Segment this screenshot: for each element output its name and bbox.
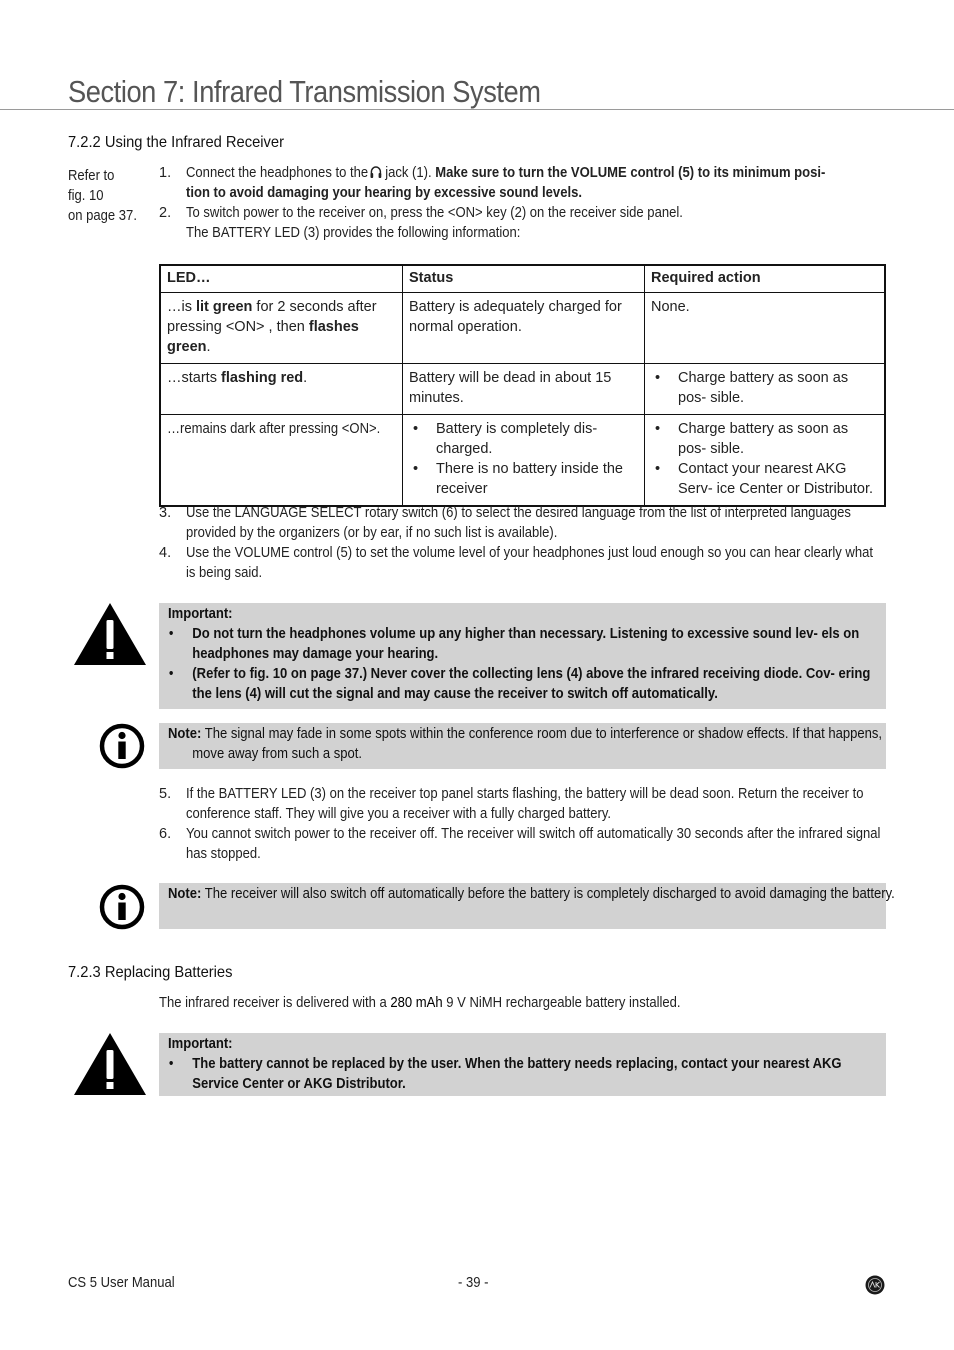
subsection-title-723: 7.2.3 Replacing Batteries	[68, 964, 233, 981]
cell-text: .	[303, 370, 308, 386]
title-rule	[0, 109, 954, 110]
table-cell-action	[645, 364, 886, 415]
akg-logo-icon	[865, 1275, 885, 1295]
subsection-title-722: 7.2.2 Using the Infrared Receiver	[68, 134, 285, 151]
note-box-2	[159, 883, 895, 929]
paragraph-text: The infrared receiver is delivered with a	[159, 995, 391, 1011]
battery-led-table	[159, 264, 886, 507]
warning-triangle-icon	[73, 1032, 147, 1096]
bullet: •	[413, 461, 419, 477]
bullet: •	[655, 461, 661, 477]
steps-list-b	[159, 503, 886, 583]
important-box-2	[159, 1033, 886, 1096]
cell-emphasis: lit green	[196, 299, 253, 315]
list-item	[159, 203, 886, 243]
list-item	[168, 1054, 876, 1094]
step-text: Connect the headphones to the	[186, 165, 369, 181]
table-header: Status	[403, 265, 645, 293]
margin-note-line: fig. 10	[68, 188, 104, 204]
note-box-1	[159, 723, 886, 769]
headphones-icon	[370, 166, 383, 178]
cell-text: .	[206, 339, 211, 355]
list-item	[409, 419, 638, 459]
table-cell-action: None.	[645, 293, 886, 364]
list-item	[651, 368, 878, 408]
note-text: The receiver will also switch off automatically before the battery is completely discharged to avoid damaging the battery.	[201, 886, 895, 902]
step-text: jack (1).	[385, 165, 432, 181]
info-circle-icon	[99, 884, 145, 930]
note-label: Note:	[168, 886, 202, 902]
bullet: •	[168, 666, 174, 682]
bullet: •	[413, 421, 419, 437]
footer-page-number: - 39 -	[458, 1275, 489, 1291]
steps-list-c	[159, 784, 886, 864]
important-text: (Refer to fig. 10 on page 37.) Never cover the collecting lens (4) above the infrared receiving diode. Cov- ering the lens (4) will cut the signal and may cause the receiver to switch off automatically.	[192, 666, 871, 702]
list-item	[159, 503, 886, 543]
cell-emphasis: flashes green	[167, 319, 359, 355]
step-number: 6.	[159, 826, 172, 842]
important-text: Do not turn the headphones volume up any higher than necessary. Listening to excessive sound lev- els on headphones may damage your hearing.	[192, 626, 860, 662]
table-cell-led	[160, 293, 403, 364]
important-text: The battery cannot be replaced by the user. When the battery needs replacing, contact your nearest AKG Service Center or AKG Distributor.	[192, 1056, 842, 1092]
step-text: To switch power to the receiver on, press the <ON> key (2) on the receiver side panel.	[186, 205, 683, 221]
table-header: LED…	[160, 265, 403, 293]
info-circle-icon	[99, 723, 145, 769]
step-text: Use the VOLUME control (5) to set the volume level of your headphones just loud enough so you can hear clearly what is being said.	[186, 545, 873, 581]
margin-note-line: on page 37.	[68, 208, 137, 224]
list-item	[651, 419, 878, 459]
table-cell-action	[645, 415, 886, 507]
margin-note-line: Refer to	[68, 168, 115, 184]
list-item	[159, 784, 886, 824]
cell-text: …starts	[167, 370, 221, 386]
step-warning: Make sure to turn the VOLUME control (5) to its minimum posi-	[435, 165, 826, 181]
bullet: •	[655, 370, 661, 386]
cell-text: There is no battery inside the receiver	[436, 461, 623, 497]
list-item	[168, 664, 876, 704]
table-cell-status: Battery will be dead in about 15 minutes.	[403, 364, 645, 415]
step-number: 5.	[159, 786, 172, 802]
list-item	[159, 824, 886, 864]
cell-text: Contact your nearest AKG Serv- ice Center or Distributor.	[678, 461, 874, 497]
list-item	[159, 163, 886, 203]
step-text: Use the LANGUAGE SELECT rotary switch (6) to select the desired language from the list of interpreted languages provided by the organizers (or by ear, if no such list is available).	[186, 505, 851, 541]
table-cell-status	[403, 415, 645, 507]
important-label: Important:	[168, 1036, 233, 1052]
bullet: •	[168, 1056, 174, 1072]
step-text: The BATTERY LED (3) provides the following information:	[186, 225, 521, 241]
bullet: •	[168, 626, 174, 642]
step-warning: tion to avoid damaging your hearing by excessive sound levels.	[186, 185, 582, 201]
bullet: •	[655, 421, 661, 437]
step-number: 4.	[159, 545, 172, 561]
table-header-row	[160, 265, 885, 293]
table-header: Required action	[645, 265, 886, 293]
table-row	[160, 293, 885, 364]
note-text: The signal may fade in some spots within the conference room due to interference or shadow effects. If that happens, move away from such a spot.	[192, 726, 883, 762]
cell-emphasis: flashing red	[220, 370, 304, 386]
table-cell-led	[160, 415, 403, 507]
warning-triangle-icon	[73, 602, 147, 666]
step-text: If the BATTERY LED (3) on the receiver top panel starts flashing, the battery will be dead soon. Return the receiver to conference staff. They will give you a receiver with a fully charged battery.	[186, 786, 864, 822]
cell-text: Battery is completely dis- charged.	[436, 421, 598, 457]
battery-capacity: 280 mAh	[390, 995, 443, 1011]
section-title: Section 7: Infrared Transmission System	[68, 74, 541, 109]
table-cell-led	[160, 364, 403, 415]
batteries-paragraph	[159, 993, 681, 1013]
cell-text: Charge battery as soon as pos- sible.	[678, 370, 849, 406]
paragraph-text: 9 V NiMH rechargeable battery installed.	[442, 995, 681, 1011]
steps-list-a	[159, 163, 886, 243]
step-number: 2.	[159, 205, 172, 221]
table-cell-status: Battery is adequately charged for normal operation.	[403, 293, 645, 364]
footer-manual-title: CS 5 User Manual	[68, 1275, 175, 1291]
important-box-1	[159, 603, 886, 709]
list-item	[651, 459, 878, 499]
step-text: You cannot switch power to the receiver off. The receiver will switch off automatically 30 seconds after the infrared signal has stopped.	[186, 826, 881, 862]
cell-text: …is	[167, 299, 196, 315]
table-row	[160, 415, 885, 507]
table-row	[160, 364, 885, 415]
note-label: Note:	[168, 726, 202, 742]
cell-text: …remains dark after pressing <ON>.	[167, 421, 381, 437]
list-item	[159, 543, 886, 583]
step-number: 3.	[159, 505, 172, 521]
important-label: Important:	[168, 606, 233, 622]
list-item	[168, 624, 876, 664]
cell-text: Charge battery as soon as pos- sible.	[678, 421, 849, 457]
list-item	[409, 459, 638, 499]
step-number: 1.	[159, 165, 172, 181]
margin-note	[68, 166, 145, 226]
cell-text: for 2 seconds after pressing <ON> , then	[167, 299, 377, 335]
